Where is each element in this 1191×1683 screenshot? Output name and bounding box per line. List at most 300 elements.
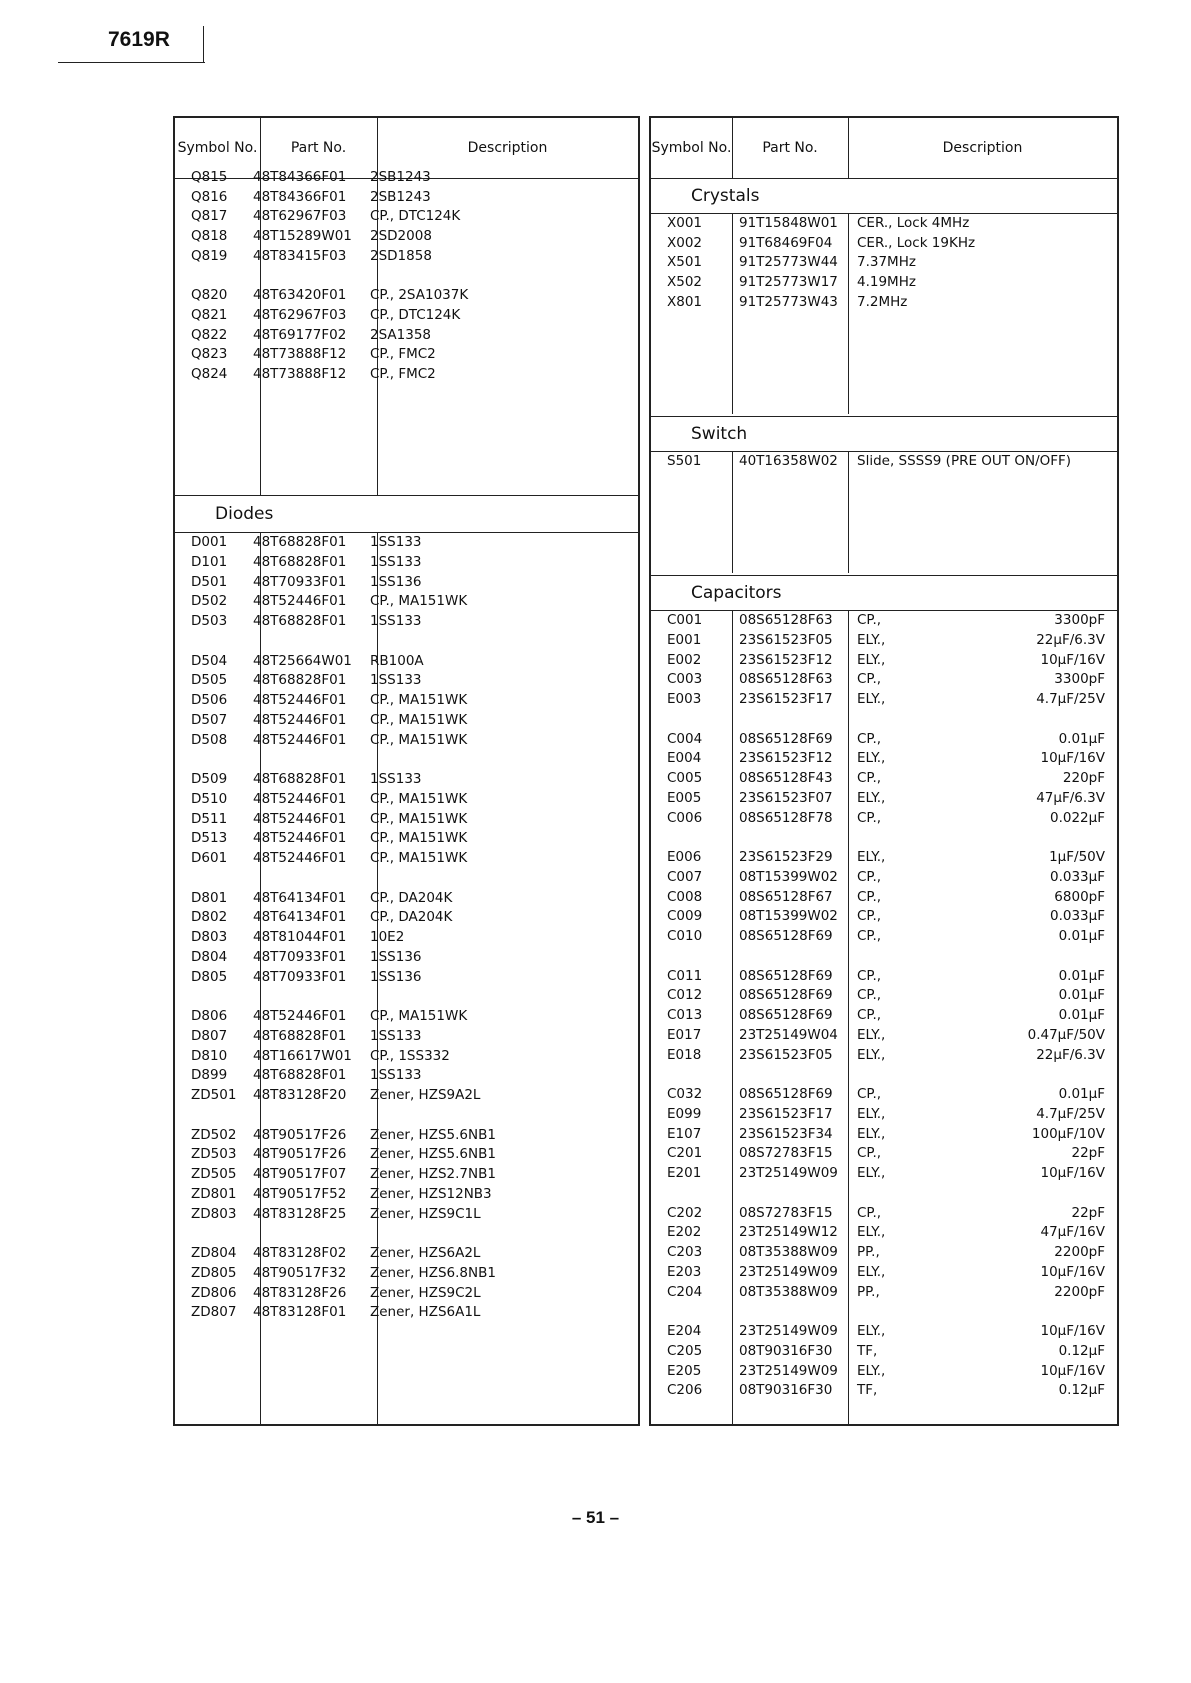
part-no: 08S65128F69 [739,730,833,747]
symbol-no: C203 [667,1244,703,1260]
description: CP., FMC2 [370,346,436,363]
table-row [175,1027,638,1047]
description: 1SS136 [370,573,422,590]
table-row [651,1342,1117,1362]
header-description: Description [467,139,548,156]
part-no: 23S61523F05 [739,631,833,648]
value: 4.7μF/25V [1036,1105,1105,1122]
part-no: 23S61523F17 [739,691,833,707]
description: 2SB1243 [370,188,431,205]
description: PP., [857,1283,880,1300]
table-row [651,611,1117,631]
symbol-no: D505 [191,672,228,689]
table-row [175,1264,638,1284]
table-row [175,207,638,227]
symbol-no: E001 [667,631,702,648]
symbol-no: Q816 [191,188,228,205]
symbol-no: C012 [667,987,703,1004]
part-no: 23S61523F07 [739,789,833,806]
description: ELY., [857,1105,886,1122]
table-row [651,1105,1117,1125]
table-row [175,1303,638,1323]
part-no: 48T70933F01 [253,573,347,590]
symbol-no: Q821 [191,306,228,323]
part-no: 48T68828F01 [253,1027,347,1044]
value: 10μF/16V [1040,1165,1105,1181]
symbol-no: X801 [667,293,703,310]
part-no: 08S65128F69 [739,1007,833,1023]
table-row [175,227,638,247]
description: CP., [857,612,882,628]
description: CP., MA151WK [370,593,468,610]
description: Zener, HZS5.6NB1 [370,1146,496,1163]
part-no: 23S61523F05 [739,1046,833,1063]
part-no: 08S65128F69 [739,928,833,944]
description: ELY., [857,1026,886,1043]
symbol-no: ZD503 [191,1146,237,1163]
symbol-no: C009 [667,908,703,925]
value: 0.01μF [1058,987,1105,1004]
part-no: 48T52446F01 [253,731,347,748]
part-no: 48T63420F01 [253,287,347,304]
table-row [175,286,638,306]
description: CP., DA204K [370,889,453,906]
table-row [651,1026,1117,1046]
table-row [175,671,638,691]
table-row [175,770,638,790]
part-no: 08S65128F69 [739,967,833,984]
value: 22pF [1071,1204,1105,1221]
symbol-no: D803 [191,929,228,945]
model-tick [203,26,204,63]
symbol-no: C206 [667,1382,703,1399]
table-row [651,769,1117,789]
part-no: 23S61523F34 [739,1125,833,1142]
table-row [175,1126,638,1146]
part-no: 91T68469F04 [739,234,833,251]
part-no: 08S65128F67 [739,888,833,905]
part-no: 48T64134F01 [253,889,347,906]
table-row [175,889,638,909]
symbol-no: D810 [191,1047,228,1064]
value: 0.47μF/50V [1027,1026,1105,1043]
symbol-no: C205 [667,1342,703,1359]
symbol-no: X502 [667,274,703,291]
table-row [651,670,1117,690]
value: 22μF/6.3V [1036,631,1105,648]
symbol-no: D802 [191,909,228,926]
table-row [175,1145,638,1165]
symbol-no: C202 [667,1204,703,1221]
symbol-no: D101 [191,553,228,570]
description: CP., MA151WK [370,810,468,827]
description: 1SS133 [370,553,422,570]
model-number: 7619R [108,28,170,51]
table-row [175,1284,638,1304]
part-no: 48T73888F12 [253,366,347,382]
symbol-no: Q815 [191,169,228,185]
description: 7.2MHz [857,293,908,310]
symbol-no: Q819 [191,247,228,264]
table-row [651,749,1117,769]
table-row [651,1164,1117,1184]
table-row [651,848,1117,868]
description: CP., [857,1204,882,1221]
symbol-no: E018 [667,1046,702,1063]
symbol-no: E003 [667,691,702,707]
description: 1SS133 [370,534,422,550]
description: TF, [857,1382,878,1399]
description: CP., [857,1145,882,1162]
description: CP., [857,868,882,885]
part-no: 48T83128F25 [253,1205,347,1222]
table-row [651,967,1117,987]
description: Zener, HZS6A1L [370,1304,481,1321]
value: 10μF/16V [1040,750,1105,767]
part-no: 91T25773W43 [739,293,838,310]
header-symbol-no: Symbol No. [177,139,258,156]
table-row [651,214,1117,234]
part-no: 08T35388W09 [739,1244,838,1260]
table-row [651,1204,1117,1224]
table-row [175,1086,638,1106]
table-row [651,253,1117,273]
part-no: 23T25149W12 [739,1224,838,1241]
table-row [175,731,638,751]
description: CP., [857,809,882,826]
description: CP., [857,770,882,786]
symbol-no: Q820 [191,287,228,304]
value: 3300pF [1054,671,1105,688]
table-row [651,1144,1117,1164]
part-no: 48T90517F26 [253,1146,347,1163]
description: CP., FMC2 [370,366,436,382]
part-no: 48T83415F03 [253,247,347,264]
symbol-no: D510 [191,790,228,807]
table-row [175,188,638,208]
section-crystals: Crystals [651,178,1117,214]
symbol-no: E017 [667,1026,702,1043]
value: 2200pF [1054,1283,1105,1300]
part-no: 91T15848W01 [739,215,838,231]
table-row [651,1046,1117,1066]
description: CP., [857,730,882,747]
symbol-no: ZD505 [191,1166,237,1182]
part-no: 48T70933F01 [253,968,347,985]
description: 4.19MHz [857,274,916,291]
part-no: 08S65128F63 [739,612,833,628]
description: CP., MA151WK [370,1008,468,1024]
symbol-no: X002 [667,234,703,251]
part-no: 08S72783F15 [739,1145,833,1162]
part-no: 08S65128F69 [739,1086,833,1102]
table-row [651,234,1117,254]
description: TF, [857,1342,878,1359]
description: CER., Lock 4MHz [857,215,970,231]
section-capacitors: Capacitors [651,575,1117,611]
symbol-no: ZD801 [191,1185,237,1202]
table-row [651,1362,1117,1382]
part-no: 48T83128F20 [253,1087,347,1103]
table-row [175,948,638,968]
table-row [651,1006,1117,1026]
symbol-no: E205 [667,1362,702,1379]
description: 1SS133 [370,1027,422,1044]
description: ELY., [857,750,886,767]
table-row [175,1185,638,1205]
description: Slide, SSSS9 (PRE OUT ON/OFF) [857,453,1072,469]
description: CP., MA151WK [370,711,468,728]
table-row [651,789,1117,809]
symbol-no: C005 [667,770,703,786]
description: CP., DA204K [370,909,453,926]
header-part-no: Part No. [762,139,818,156]
table-row [175,908,638,928]
symbol-no: D804 [191,948,228,965]
description: ELY., [857,1165,886,1181]
table-row [175,612,638,632]
value: 0.01μF [1058,730,1105,747]
part-no: 48T84366F01 [253,169,347,185]
part-no: 48T62967F03 [253,208,347,225]
table-row [651,888,1117,908]
table-row [651,986,1117,1006]
part-no: 40T16358W02 [739,453,838,469]
value: 2200pF [1054,1244,1105,1260]
table-row [175,365,638,385]
symbol-no: ZD804 [191,1245,237,1261]
symbol-no: D509 [191,771,228,787]
table-row [651,690,1117,710]
value: 0.01μF [1058,928,1105,944]
table-row [651,452,1117,472]
symbol-no: C032 [667,1086,703,1102]
table-row [651,1085,1117,1105]
symbol-no: ZD806 [191,1284,237,1301]
symbol-no: Q822 [191,326,228,343]
part-no: 08S72783F15 [739,1204,833,1221]
header-part-no: Part No. [290,139,347,156]
description: ELY., [857,631,886,648]
symbol-no: X501 [667,254,703,271]
description: ELY., [857,691,886,707]
description: CP., [857,928,882,944]
table-row [651,1381,1117,1401]
part-no: 48T68828F01 [253,534,347,550]
description: CP., MA151WK [370,790,468,807]
part-no: 48T84366F01 [253,188,347,205]
description: Zener, HZS6.8NB1 [370,1264,496,1281]
description: ELY., [857,1263,886,1280]
symbol-no: Q817 [191,208,228,225]
part-no: 48T52446F01 [253,790,347,807]
description: CP., DTC124K [370,306,461,323]
symbol-no: C001 [667,612,703,628]
table-row [175,553,638,573]
description: 2SB1243 [370,169,431,185]
table-row [175,573,638,593]
table-row [651,293,1117,313]
table-row [175,1007,638,1027]
value: 3300pF [1054,612,1105,628]
symbol-no: ZD803 [191,1205,237,1222]
part-no: 48T90517F26 [253,1126,347,1143]
symbol-no: C010 [667,928,703,944]
part-no: 48T90517F07 [253,1166,347,1182]
symbol-no: E002 [667,651,702,668]
symbol-no: Q823 [191,346,228,363]
value: 4.7μF/25V [1036,691,1105,707]
description: ELY., [857,789,886,806]
table-row [175,1165,638,1185]
symbol-no: D504 [191,652,228,669]
part-no: 48T83128F01 [253,1304,347,1321]
description: Zener, HZS9C1L [370,1205,481,1222]
symbol-no: E202 [667,1224,702,1241]
symbol-no: D501 [191,573,228,590]
value: 10μF/16V [1040,1263,1105,1280]
description: CP., MA151WK [370,731,468,748]
description: ELY., [857,1362,886,1379]
description: 1SS136 [370,948,422,965]
description: 2SA1358 [370,326,432,343]
table-row [651,907,1117,927]
part-no: 48T73888F12 [253,346,347,363]
symbol-no: C006 [667,809,703,826]
symbol-no: D503 [191,613,228,629]
description: CP., [857,967,882,984]
part-no: 48T68828F01 [253,672,347,689]
description: CP., [857,1086,882,1102]
table-row [175,168,638,188]
description: CP., [857,1007,882,1023]
part-no: 48T83128F26 [253,1284,347,1301]
part-no: 48T90517F32 [253,1264,347,1281]
part-no: 08S65128F78 [739,809,833,826]
table-row [651,1243,1117,1263]
value: 22μF/6.3V [1036,1046,1105,1063]
part-no: 08S65128F63 [739,671,833,688]
description: CP., MA151WK [370,850,468,866]
part-no: 48T16617W01 [253,1047,352,1064]
table-row [175,533,638,553]
value: 0.01μF [1058,1007,1105,1023]
symbol-no: E099 [667,1105,702,1122]
value: 6800pF [1054,888,1105,905]
value: 47μF/6.3V [1036,789,1105,806]
table-row [175,1066,638,1086]
table-row [175,928,638,948]
part-no: 23T25149W09 [739,1362,838,1379]
value: 220pF [1062,770,1105,786]
description: 2SD2008 [370,228,432,245]
description: CP., MA151WK [370,692,468,708]
part-no: 48T68828F01 [253,613,347,629]
value: 47μF/16V [1040,1224,1105,1241]
symbol-no: D511 [191,810,228,827]
description: CP., [857,888,882,905]
symbol-no: D899 [191,1067,228,1084]
table-row [175,711,638,731]
symbol-no: D507 [191,711,228,728]
part-no: 48T25664W01 [253,652,352,669]
table-row [651,927,1117,947]
description: CP., MA151WK [370,830,468,847]
section-diodes: Diodes [175,495,638,533]
symbol-no: Q818 [191,228,228,245]
table-row [175,326,638,346]
value: 10μF/16V [1040,1362,1105,1379]
part-no: 08S65128F69 [739,987,833,1004]
symbol-no: D601 [191,850,228,866]
symbol-no: E203 [667,1263,702,1280]
part-no: 91T25773W44 [739,254,838,271]
part-no: 48T64134F01 [253,909,347,926]
symbol-no: S501 [667,453,702,469]
description: 1SS133 [370,771,422,787]
table-row [175,691,638,711]
symbol-no: C008 [667,888,703,905]
part-no: 08S65128F43 [739,770,833,786]
symbol-no: ZD805 [191,1264,237,1281]
description: CP., [857,987,882,1004]
part-no: 48T90517F52 [253,1185,347,1202]
header-symbol-no: Symbol No. [651,139,732,156]
description: Zener, HZS9A2L [370,1087,481,1103]
value: 1μF/50V [1049,849,1105,865]
part-no: 91T25773W17 [739,274,838,291]
symbol-no: E107 [667,1125,702,1142]
symbol-no: E004 [667,750,702,767]
part-no: 23T25149W04 [739,1026,838,1043]
description: Zener, HZS5.6NB1 [370,1126,496,1143]
symbol-no: ZD501 [191,1087,237,1103]
symbol-no: D502 [191,593,228,610]
table-row [175,849,638,869]
table-row [651,809,1117,829]
symbol-no: D805 [191,968,228,985]
description: ELY., [857,1046,886,1063]
table-row [175,810,638,830]
description: CP., DTC124K [370,208,461,225]
value: 10μF/16V [1040,651,1105,668]
symbol-no: D506 [191,692,228,708]
table-row [175,1047,638,1067]
symbol-no: E005 [667,789,702,806]
symbol-no: D508 [191,731,228,748]
value: 0.12μF [1058,1342,1105,1359]
symbol-no: E201 [667,1165,702,1181]
symbol-no: ZD807 [191,1304,237,1321]
value: 0.12μF [1058,1382,1105,1399]
part-no: 48T68828F01 [253,1067,347,1084]
part-no: 48T52446F01 [253,593,347,610]
part-no: 08T15399W02 [739,908,838,925]
description: PP., [857,1244,880,1260]
symbol-no: C201 [667,1145,703,1162]
description: 7.37MHz [857,254,916,271]
description: 10E2 [370,929,405,945]
description: CP., [857,908,882,925]
symbol-no: D801 [191,889,228,906]
part-no: 48T83128F02 [253,1245,347,1261]
description: Zener, HZS12NB3 [370,1185,492,1202]
table-row [175,592,638,612]
part-no: 48T52446F01 [253,1008,347,1024]
part-no: 48T69177F02 [253,326,347,343]
value: 0.01μF [1058,1086,1105,1102]
part-no: 23S61523F17 [739,1105,833,1122]
